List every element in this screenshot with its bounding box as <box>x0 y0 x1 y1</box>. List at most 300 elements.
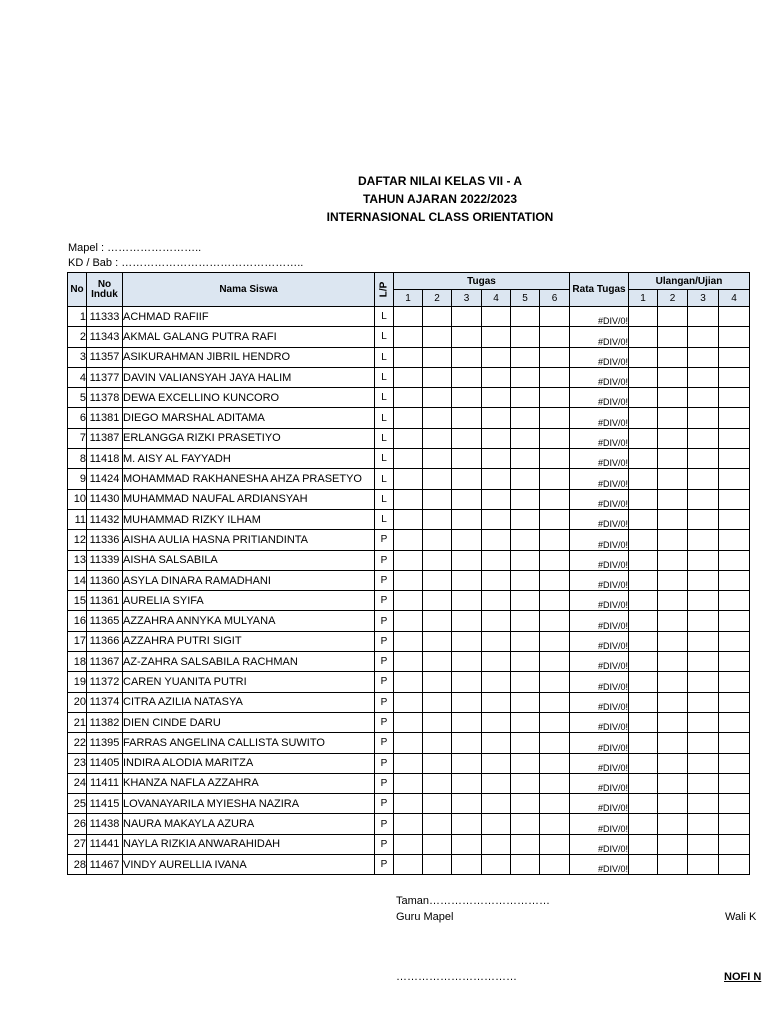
tugas-score-cell[interactable] <box>540 834 570 854</box>
rata-tugas-cell: #DIV/0! <box>570 469 629 489</box>
student-name: INDIRA ALODIA MARITZA <box>123 753 375 773</box>
ulangan-score-cell[interactable] <box>719 814 750 834</box>
tugas-score-cell[interactable] <box>482 428 511 448</box>
tugas-score-cell[interactable] <box>482 509 511 529</box>
ulangan-score-cell[interactable] <box>629 794 658 814</box>
ulangan-score-cell[interactable] <box>688 469 719 489</box>
tugas-score-cell[interactable] <box>482 388 511 408</box>
tugas-score-cell[interactable] <box>540 550 570 570</box>
tugas-score-cell[interactable] <box>452 794 482 814</box>
ulangan-score-cell[interactable] <box>719 449 750 469</box>
ulangan-score-cell[interactable] <box>629 814 658 834</box>
ulangan-score-cell[interactable] <box>658 570 688 590</box>
tugas-score-cell[interactable] <box>540 794 570 814</box>
ulangan-score-cell[interactable] <box>688 307 719 327</box>
tugas-score-cell[interactable] <box>452 388 482 408</box>
tugas-score-cell[interactable] <box>423 530 452 550</box>
tugas-score-cell[interactable] <box>423 712 452 732</box>
tugas-score-cell[interactable] <box>482 733 511 753</box>
ulangan-score-cell[interactable] <box>719 631 750 651</box>
tugas-score-cell[interactable] <box>394 388 423 408</box>
row-number: 11 <box>68 509 87 529</box>
ulangan-score-cell[interactable] <box>658 550 688 570</box>
ulangan-score-cell[interactable] <box>629 509 658 529</box>
tugas-score-cell[interactable] <box>394 347 423 367</box>
ulangan-score-cell[interactable] <box>658 712 688 732</box>
tugas-score-cell[interactable] <box>511 672 540 692</box>
tugas-score-cell[interactable] <box>394 611 423 631</box>
tugas-score-cell[interactable] <box>423 408 452 428</box>
tugas-score-cell[interactable] <box>482 692 511 712</box>
tugas-score-cell[interactable] <box>452 408 482 428</box>
tugas-score-cell[interactable] <box>394 550 423 570</box>
ulangan-score-cell[interactable] <box>658 408 688 428</box>
tugas-score-cell[interactable] <box>394 672 423 692</box>
ulangan-score-cell[interactable] <box>629 367 658 387</box>
ulangan-score-cell[interactable] <box>719 307 750 327</box>
ulangan-score-cell[interactable] <box>719 347 750 367</box>
tugas-score-cell[interactable] <box>423 347 452 367</box>
tugas-score-cell[interactable] <box>452 631 482 651</box>
ulangan-score-cell[interactable] <box>719 692 750 712</box>
tugas-score-cell[interactable] <box>452 855 482 875</box>
tugas-score-cell[interactable] <box>540 773 570 793</box>
ulangan-score-cell[interactable] <box>629 611 658 631</box>
tugas-score-cell[interactable] <box>540 307 570 327</box>
ulangan-score-cell[interactable] <box>629 570 658 590</box>
tugas-score-cell[interactable] <box>452 550 482 570</box>
ulangan-score-cell[interactable] <box>688 388 719 408</box>
ulangan-score-cell[interactable] <box>719 753 750 773</box>
tugas-score-cell[interactable] <box>540 449 570 469</box>
ulangan-score-cell[interactable] <box>658 814 688 834</box>
ulangan-score-cell[interactable] <box>688 834 719 854</box>
ulangan-score-cell[interactable] <box>658 631 688 651</box>
tugas-score-cell[interactable] <box>540 591 570 611</box>
tugas-score-cell[interactable] <box>482 591 511 611</box>
ulangan-score-cell[interactable] <box>658 509 688 529</box>
tugas-score-cell[interactable] <box>452 509 482 529</box>
ulangan-score-cell[interactable] <box>719 611 750 631</box>
tugas-score-cell[interactable] <box>452 489 482 509</box>
ulangan-score-cell[interactable] <box>688 814 719 834</box>
tugas-score-cell[interactable] <box>394 570 423 590</box>
tugas-score-cell[interactable] <box>394 733 423 753</box>
ulangan-score-cell[interactable] <box>658 692 688 712</box>
row-number: 2 <box>68 327 87 347</box>
tugas-score-cell[interactable] <box>394 692 423 712</box>
student-name: MUHAMMAD NAUFAL ARDIANSYAH <box>123 489 375 509</box>
ulangan-score-cell[interactable] <box>658 855 688 875</box>
tugas-score-cell[interactable] <box>511 652 540 672</box>
tugas-score-cell[interactable] <box>394 367 423 387</box>
ulangan-score-cell[interactable] <box>688 794 719 814</box>
tugas-score-cell[interactable] <box>511 631 540 651</box>
ulangan-score-cell[interactable] <box>719 672 750 692</box>
tugas-score-cell[interactable] <box>423 611 452 631</box>
tugas-score-cell[interactable] <box>482 753 511 773</box>
tugas-score-cell[interactable] <box>394 652 423 672</box>
tugas-score-cell[interactable] <box>511 469 540 489</box>
tugas-score-cell[interactable] <box>452 834 482 854</box>
tugas-score-cell[interactable] <box>394 469 423 489</box>
tugas-score-cell[interactable] <box>423 550 452 570</box>
ulangan-score-cell[interactable] <box>629 489 658 509</box>
tugas-score-cell[interactable] <box>482 327 511 347</box>
tugas-score-cell[interactable] <box>423 753 452 773</box>
ulangan-score-cell[interactable] <box>658 672 688 692</box>
tugas-score-cell[interactable] <box>452 469 482 489</box>
ulangan-score-cell[interactable] <box>658 834 688 854</box>
rata-tugas-cell: #DIV/0! <box>570 794 629 814</box>
ulangan-score-cell[interactable] <box>688 692 719 712</box>
ulangan-score-cell[interactable] <box>658 489 688 509</box>
ulangan-score-cell[interactable] <box>688 408 719 428</box>
tugas-score-cell[interactable] <box>540 631 570 651</box>
tugas-score-cell[interactable] <box>482 347 511 367</box>
tugas-score-cell[interactable] <box>540 692 570 712</box>
tugas-score-cell[interactable] <box>394 489 423 509</box>
ulangan-score-cell[interactable] <box>658 307 688 327</box>
ulangan-score-cell[interactable] <box>688 753 719 773</box>
tugas-score-cell[interactable] <box>511 794 540 814</box>
tugas-score-cell[interactable] <box>482 570 511 590</box>
ulangan-score-cell[interactable] <box>719 489 750 509</box>
tugas-score-cell[interactable] <box>511 449 540 469</box>
ulangan-score-cell[interactable] <box>629 449 658 469</box>
tugas-score-cell[interactable] <box>423 509 452 529</box>
tugas-score-cell[interactable] <box>511 855 540 875</box>
tugas-score-cell[interactable] <box>482 530 511 550</box>
tugas-score-cell[interactable] <box>394 591 423 611</box>
student-id: 11333 <box>87 307 123 327</box>
tugas-score-cell[interactable] <box>423 570 452 590</box>
ulangan-score-cell[interactable] <box>629 753 658 773</box>
tugas-score-cell[interactable] <box>423 834 452 854</box>
tugas-score-cell[interactable] <box>423 367 452 387</box>
tugas-score-cell[interactable] <box>511 367 540 387</box>
tugas-score-cell[interactable] <box>394 834 423 854</box>
tugas-score-cell[interactable] <box>511 733 540 753</box>
ulangan-score-cell[interactable] <box>629 855 658 875</box>
ulangan-score-cell[interactable] <box>658 428 688 448</box>
tugas-score-cell[interactable] <box>452 449 482 469</box>
tugas-score-cell[interactable] <box>452 733 482 753</box>
ulangan-score-cell[interactable] <box>719 712 750 732</box>
ulangan-score-cell[interactable] <box>629 773 658 793</box>
tugas-score-cell[interactable] <box>452 692 482 712</box>
ulangan-score-cell[interactable] <box>629 408 658 428</box>
ulangan-score-cell[interactable] <box>688 347 719 367</box>
tugas-score-cell[interactable] <box>511 530 540 550</box>
ulangan-score-cell[interactable] <box>688 652 719 672</box>
tugas-score-cell[interactable] <box>511 347 540 367</box>
tugas-score-cell[interactable] <box>482 712 511 732</box>
tugas-score-cell[interactable] <box>540 428 570 448</box>
tugas-score-cell[interactable] <box>540 530 570 550</box>
tugas-score-cell[interactable] <box>511 570 540 590</box>
table-row <box>68 530 750 550</box>
tugas-score-cell[interactable] <box>511 692 540 712</box>
ulangan-score-cell[interactable] <box>719 773 750 793</box>
header-tugas-2: 2 <box>423 290 452 307</box>
tugas-score-cell[interactable] <box>452 712 482 732</box>
ulangan-score-cell[interactable] <box>688 570 719 590</box>
row-number: 22 <box>68 733 87 753</box>
tugas-score-cell[interactable] <box>511 550 540 570</box>
ulangan-score-cell[interactable] <box>629 550 658 570</box>
tugas-score-cell[interactable] <box>394 530 423 550</box>
ulangan-score-cell[interactable] <box>629 327 658 347</box>
ulangan-score-cell[interactable] <box>719 408 750 428</box>
tugas-score-cell[interactable] <box>394 631 423 651</box>
ulangan-score-cell[interactable] <box>629 692 658 712</box>
tugas-score-cell[interactable] <box>540 469 570 489</box>
tugas-score-cell[interactable] <box>452 327 482 347</box>
ulangan-score-cell[interactable] <box>629 347 658 367</box>
ulangan-score-cell[interactable] <box>688 489 719 509</box>
ulangan-score-cell[interactable] <box>719 388 750 408</box>
tugas-score-cell[interactable] <box>540 327 570 347</box>
ulangan-score-cell[interactable] <box>719 855 750 875</box>
tugas-score-cell[interactable] <box>394 773 423 793</box>
tugas-score-cell[interactable] <box>482 307 511 327</box>
tugas-score-cell[interactable] <box>540 347 570 367</box>
tugas-score-cell[interactable] <box>540 652 570 672</box>
tugas-score-cell[interactable] <box>540 367 570 387</box>
tugas-score-cell[interactable] <box>452 611 482 631</box>
tugas-score-cell[interactable] <box>452 652 482 672</box>
tugas-score-cell[interactable] <box>394 408 423 428</box>
tugas-score-cell[interactable] <box>482 672 511 692</box>
ulangan-score-cell[interactable] <box>629 591 658 611</box>
tugas-score-cell[interactable] <box>423 449 452 469</box>
ulangan-score-cell[interactable] <box>719 794 750 814</box>
tugas-score-cell[interactable] <box>511 712 540 732</box>
ulangan-score-cell[interactable] <box>688 550 719 570</box>
tugas-score-cell[interactable] <box>452 530 482 550</box>
ulangan-score-cell[interactable] <box>629 712 658 732</box>
tugas-score-cell[interactable] <box>482 408 511 428</box>
tugas-score-cell[interactable] <box>394 712 423 732</box>
tugas-score-cell[interactable] <box>511 753 540 773</box>
student-name: VINDY AURELLIA IVANA <box>123 855 375 875</box>
ulangan-score-cell[interactable] <box>688 733 719 753</box>
ulangan-score-cell[interactable] <box>658 449 688 469</box>
ulangan-score-cell[interactable] <box>658 347 688 367</box>
ulangan-score-cell[interactable] <box>719 652 750 672</box>
ulangan-score-cell[interactable] <box>658 367 688 387</box>
tugas-score-cell[interactable] <box>511 834 540 854</box>
tugas-score-cell[interactable] <box>394 794 423 814</box>
ulangan-score-cell[interactable] <box>719 834 750 854</box>
student-id: 11378 <box>87 388 123 408</box>
ulangan-score-cell[interactable] <box>688 449 719 469</box>
tugas-score-cell[interactable] <box>511 408 540 428</box>
tugas-score-cell[interactable] <box>511 327 540 347</box>
tugas-score-cell[interactable] <box>482 834 511 854</box>
tugas-score-cell[interactable] <box>511 591 540 611</box>
tugas-score-cell[interactable] <box>482 449 511 469</box>
tugas-score-cell[interactable] <box>511 489 540 509</box>
tugas-score-cell[interactable] <box>423 814 452 834</box>
ulangan-score-cell[interactable] <box>688 611 719 631</box>
ulangan-score-cell[interactable] <box>719 591 750 611</box>
ulangan-score-cell[interactable] <box>719 570 750 590</box>
tugas-score-cell[interactable] <box>452 347 482 367</box>
ulangan-score-cell[interactable] <box>719 469 750 489</box>
row-number: 1 <box>68 307 87 327</box>
tugas-score-cell[interactable] <box>423 733 452 753</box>
tugas-score-cell[interactable] <box>452 367 482 387</box>
tugas-score-cell[interactable] <box>511 388 540 408</box>
tugas-score-cell[interactable] <box>482 489 511 509</box>
tugas-score-cell[interactable] <box>540 611 570 631</box>
ulangan-score-cell[interactable] <box>688 509 719 529</box>
ulangan-score-cell[interactable] <box>629 631 658 651</box>
ulangan-score-cell[interactable] <box>658 733 688 753</box>
student-id: 11432 <box>87 509 123 529</box>
ulangan-score-cell[interactable] <box>629 652 658 672</box>
tugas-score-cell[interactable] <box>423 631 452 651</box>
tugas-score-cell[interactable] <box>482 794 511 814</box>
tugas-score-cell[interactable] <box>452 773 482 793</box>
gender-cell: P <box>375 733 394 753</box>
ulangan-score-cell[interactable] <box>688 530 719 550</box>
ulangan-score-cell[interactable] <box>629 307 658 327</box>
tugas-score-cell[interactable] <box>482 550 511 570</box>
ulangan-score-cell[interactable] <box>629 834 658 854</box>
tugas-score-cell[interactable] <box>540 712 570 732</box>
student-name: DAVIN VALIANSYAH JAYA HALIM <box>123 367 375 387</box>
ulangan-score-cell[interactable] <box>658 773 688 793</box>
tugas-score-cell[interactable] <box>394 428 423 448</box>
ulangan-score-cell[interactable] <box>719 367 750 387</box>
tugas-score-cell[interactable] <box>452 307 482 327</box>
ulangan-score-cell[interactable] <box>719 509 750 529</box>
tugas-score-cell[interactable] <box>423 794 452 814</box>
tugas-score-cell[interactable] <box>540 570 570 590</box>
ulangan-score-cell[interactable] <box>658 530 688 550</box>
ulangan-score-cell[interactable] <box>658 388 688 408</box>
ulangan-score-cell[interactable] <box>658 327 688 347</box>
tugas-score-cell[interactable] <box>423 327 452 347</box>
tugas-score-cell[interactable] <box>511 814 540 834</box>
tugas-score-cell[interactable] <box>394 855 423 875</box>
tugas-score-cell[interactable] <box>394 449 423 469</box>
tugas-score-cell[interactable] <box>423 672 452 692</box>
ulangan-score-cell[interactable] <box>658 469 688 489</box>
ulangan-score-cell[interactable] <box>629 530 658 550</box>
ulangan-score-cell[interactable] <box>629 469 658 489</box>
ulangan-score-cell[interactable] <box>688 428 719 448</box>
ulangan-score-cell[interactable] <box>688 672 719 692</box>
tugas-score-cell[interactable] <box>511 611 540 631</box>
ulangan-score-cell[interactable] <box>629 672 658 692</box>
tugas-score-cell[interactable] <box>482 469 511 489</box>
tugas-score-cell[interactable] <box>423 773 452 793</box>
tugas-score-cell[interactable] <box>423 469 452 489</box>
tugas-score-cell[interactable] <box>423 652 452 672</box>
ulangan-score-cell[interactable] <box>688 773 719 793</box>
tugas-score-cell[interactable] <box>540 408 570 428</box>
tugas-score-cell[interactable] <box>511 509 540 529</box>
tugas-score-cell[interactable] <box>482 652 511 672</box>
tugas-score-cell[interactable] <box>482 611 511 631</box>
tugas-score-cell[interactable] <box>540 733 570 753</box>
tugas-score-cell[interactable] <box>540 753 570 773</box>
ulangan-score-cell[interactable] <box>658 652 688 672</box>
ulangan-score-cell[interactable] <box>688 855 719 875</box>
tugas-score-cell[interactable] <box>511 773 540 793</box>
tugas-score-cell[interactable] <box>394 753 423 773</box>
ulangan-score-cell[interactable] <box>629 388 658 408</box>
ulangan-score-cell[interactable] <box>658 591 688 611</box>
tugas-score-cell[interactable] <box>452 814 482 834</box>
tugas-score-cell[interactable] <box>540 855 570 875</box>
ulangan-score-cell[interactable] <box>719 550 750 570</box>
tugas-score-cell[interactable] <box>423 388 452 408</box>
tugas-score-cell[interactable] <box>452 591 482 611</box>
ulangan-score-cell[interactable] <box>658 753 688 773</box>
ulangan-score-cell[interactable] <box>658 611 688 631</box>
tugas-score-cell[interactable] <box>452 753 482 773</box>
header-rata-tugas: Rata Tugas <box>570 273 629 307</box>
tugas-score-cell[interactable] <box>423 489 452 509</box>
tugas-score-cell[interactable] <box>482 367 511 387</box>
ulangan-score-cell[interactable] <box>719 530 750 550</box>
ulangan-score-cell[interactable] <box>688 631 719 651</box>
ulangan-score-cell[interactable] <box>688 327 719 347</box>
student-id: 11357 <box>87 347 123 367</box>
tugas-score-cell[interactable] <box>540 388 570 408</box>
ulangan-score-cell[interactable] <box>688 712 719 732</box>
tugas-score-cell[interactable] <box>540 509 570 529</box>
tugas-score-cell[interactable] <box>482 814 511 834</box>
tugas-score-cell[interactable] <box>482 773 511 793</box>
tugas-score-cell[interactable] <box>394 509 423 529</box>
ulangan-score-cell[interactable] <box>719 733 750 753</box>
tugas-score-cell[interactable] <box>482 631 511 651</box>
tugas-score-cell[interactable] <box>423 855 452 875</box>
tugas-score-cell[interactable] <box>423 591 452 611</box>
tugas-score-cell[interactable] <box>394 307 423 327</box>
tugas-score-cell[interactable] <box>452 570 482 590</box>
tugas-score-cell[interactable] <box>540 672 570 692</box>
tugas-score-cell[interactable] <box>452 672 482 692</box>
tugas-score-cell[interactable] <box>423 307 452 327</box>
tugas-score-cell[interactable] <box>423 428 452 448</box>
tugas-score-cell[interactable] <box>540 489 570 509</box>
tugas-score-cell[interactable] <box>482 855 511 875</box>
tugas-score-cell[interactable] <box>511 307 540 327</box>
ulangan-score-cell[interactable] <box>688 367 719 387</box>
tugas-score-cell[interactable] <box>394 814 423 834</box>
title-line-3: INTERNASIONAL CLASS ORIENTATION <box>326 210 554 224</box>
ulangan-score-cell[interactable] <box>629 428 658 448</box>
ulangan-score-cell[interactable] <box>719 327 750 347</box>
tugas-score-cell[interactable] <box>423 692 452 712</box>
tugas-score-cell[interactable] <box>511 428 540 448</box>
tugas-score-cell[interactable] <box>452 428 482 448</box>
ulangan-score-cell[interactable] <box>719 428 750 448</box>
tugas-score-cell[interactable] <box>394 327 423 347</box>
row-number: 14 <box>68 570 87 590</box>
tugas-score-cell[interactable] <box>540 814 570 834</box>
ulangan-score-cell[interactable] <box>658 794 688 814</box>
ulangan-score-cell[interactable] <box>688 591 719 611</box>
ulangan-score-cell[interactable] <box>629 733 658 753</box>
